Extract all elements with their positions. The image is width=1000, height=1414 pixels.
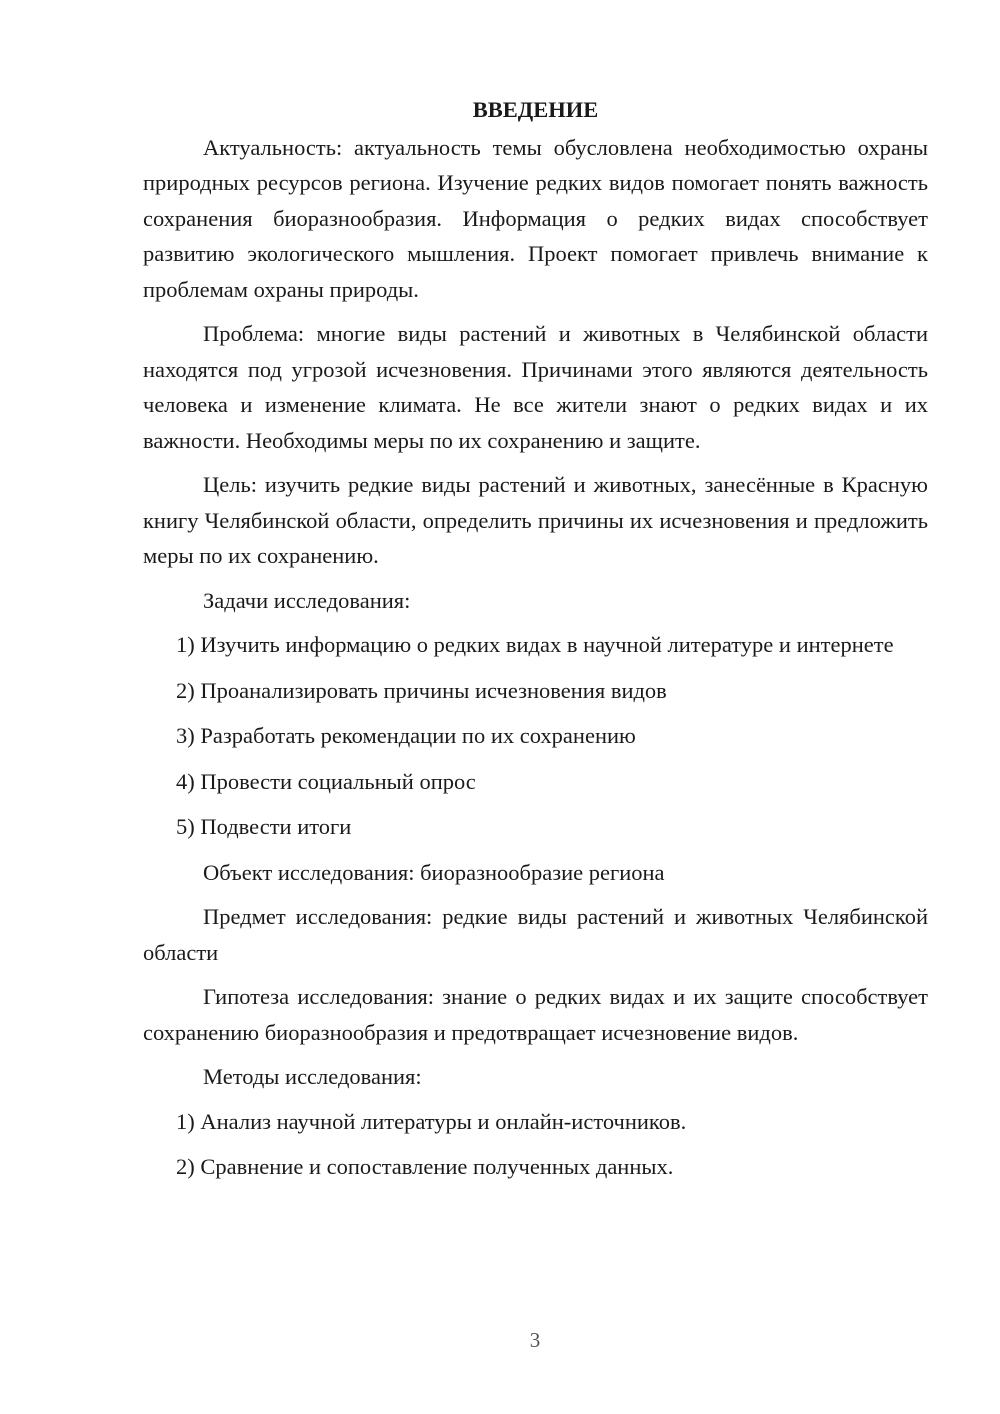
task-item: 4) Провести социальный опрос (176, 768, 476, 794)
goal-paragraph: Цель: изучить редкие виды растений и животных, занесённые в Красную книгу Челябинской области, определить причины их исчезновения и предложить меры по их сохранению. (143, 472, 928, 568)
page-number: 3 (529, 1328, 541, 1352)
subject-paragraph: Предмет исследования: редкие виды растений и животных Челябинской области (143, 904, 928, 965)
document-page (143, 92, 928, 1195)
problem-paragraph: Проблема: многие виды растений и животных в Челябинской области находятся под угрозой исчезновения. Причинами этого являются деятельность человека и изменение климата. Не все жители знают о редких видах и их важности. Необходимы меры по их сохранению и защите. (143, 321, 928, 453)
hypothesis-paragraph: Гипотеза исследования: знание о редких видах и их защите способствует сохранению биоразнообразия и предотвращает исчезновение видов. (143, 984, 928, 1045)
methods-heading: Методы исследования: (203, 1064, 422, 1089)
task-item: 2) Проанализировать причины исчезновения видов (176, 677, 667, 703)
task-item: 1) Изучить информацию о редких видах в научной литературе и интернете (176, 632, 894, 657)
document-title: ВВЕДЕНИЕ (472, 97, 599, 122)
tasks-heading: Задачи исследования: (203, 587, 411, 613)
method-item: 1) Анализ научной литературы и онлайн-источников. (176, 1108, 687, 1134)
relevance-paragraph: Актуальность: актуальность темы обусловлена необходимостью охраны природных ресурсов региона. Изучение редких видов помогает понять важность сохранения биоразнообразия. Информация о редких видах способствует развитию экологического мышления. Проект помогает привлечь внимание к проблемам охраны природы. (143, 134, 928, 302)
object-paragraph: Объект исследования: биоразнообразие региона (203, 859, 665, 885)
task-item: 5) Подвести итоги (176, 814, 352, 839)
method-item: 2) Сравнение и сопоставление полученных данных. (176, 1154, 674, 1179)
task-item: 3) Разработать рекомендации по их сохранению (176, 723, 636, 748)
